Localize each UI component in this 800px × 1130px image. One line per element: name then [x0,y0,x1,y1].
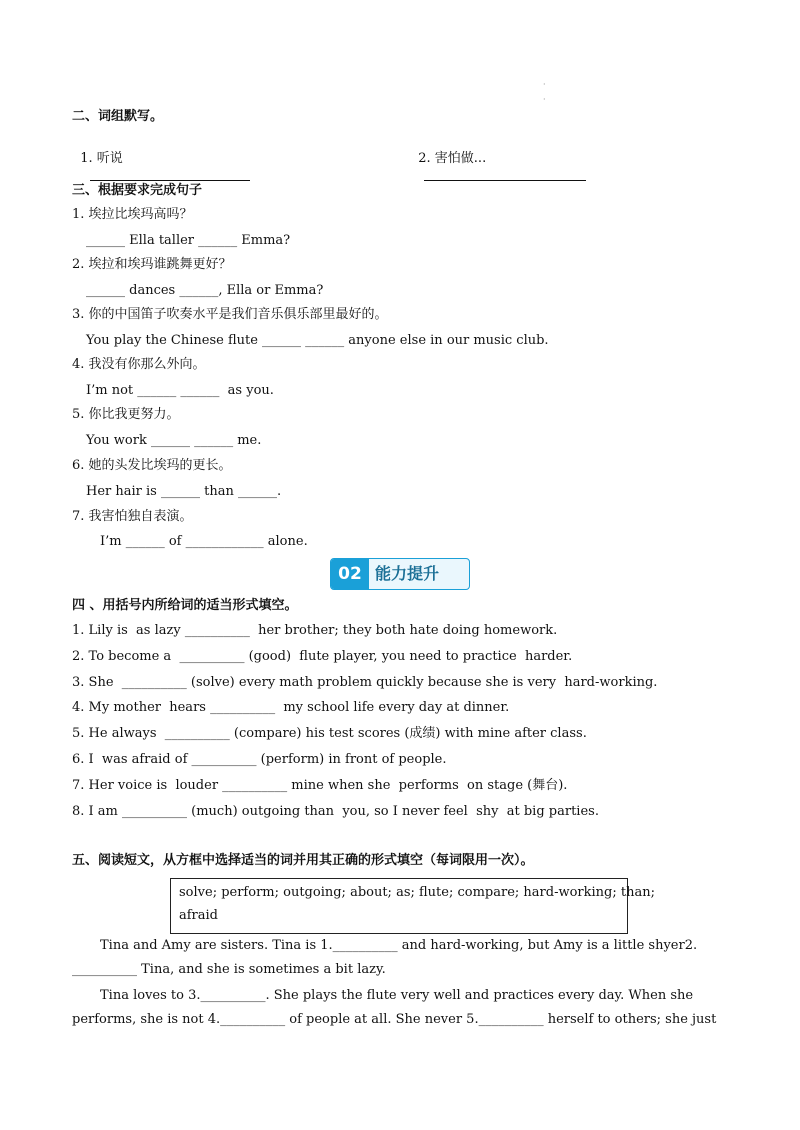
decorative-dot: · [543,80,546,89]
section-5-title: 五、阅读短文，从方框中选择适当的词并用其正确的形式填空（每词限用一次）。 [72,853,534,868]
passage-line-1: Tina and Amy are sisters. Tina is 1.__________ and hard-working, but Amy is a little shyer2. [100,938,698,953]
question-3-1-english: ______ Ella taller ______ Emma? [86,233,291,248]
question-3-6-chinese: 6. 她的头发比埃玛的更长。 [72,458,232,473]
question-3-7-english: I’m ______ of ____________ alone. [100,534,308,549]
passage-line-3: Tina loves to 3.__________. She plays the flute very well and practices every day. When she [100,988,694,1003]
question-3-4-chinese: 4. 我没有你那么外向。 [72,357,206,372]
question-4-4: 4. My mother hears __________ my school life every day at dinner. [72,700,510,715]
answer-blank[interactable] [90,168,250,181]
question-4-8: 8. I am __________ (much) outgoing than you, so I never feel shy at big parties. [72,804,599,819]
section-badge [330,558,470,590]
badge-number: 02 [331,559,369,589]
question-4-2: 2. To become a __________ (good) flute player, you need to practice harder. [72,649,573,664]
question-3-3-english: You play the Chinese flute ______ ______ anyone else in our music club. [86,333,549,348]
question-4-3: 3. She __________ (solve) every math problem quickly because she is very hard-working. [72,675,658,690]
question-2-1 [72,132,250,187]
word-box [170,878,655,934]
passage-line-2: __________ Tina, and she is sometimes a bit lazy. [72,962,386,977]
question-label: 2. 害怕做... [418,151,487,166]
question-3-2-chinese: 2. 埃拉和埃玛谁跳舞更好？ [72,257,232,272]
question-4-1: 1. Lily is as lazy __________ her brother; they both hate doing homework. [72,623,558,638]
badge-label: 能力提升 [375,564,440,583]
question-4-5: 5. He always __________ (compare) his test scores (成绩) with mine after class. [72,726,587,741]
question-3-4-english: I’m not ______ ______ as you. [86,383,274,398]
question-2-2 [410,132,586,187]
question-4-7: 7. Her voice is louder __________ mine when she performs on stage (舞台). [72,778,568,793]
word-box-line-1: solve; perform; outgoing; about; as; flute; compare; hard-working; than; [179,885,655,900]
question-3-3-chinese: 3. 你的中国笛子吹奏水平是我们音乐俱乐部里最好的。 [72,307,388,322]
question-3-7-chinese: 7. 我害怕独自表演。 [72,509,193,524]
question-3-2-english: ______ dances ______, Ella or Emma? [86,283,324,298]
question-3-5-english: You work ______ ______ me. [86,433,262,448]
question-3-1-chinese: 1. 埃拉比埃玛高吗？ [72,207,193,222]
decorative-dot: · [543,95,546,104]
word-box-line-2: afraid [179,908,219,923]
passage-line-4: performs, she is not 4.__________ of people at all. She never 5.__________ herself to others; she just [72,1012,717,1027]
section-4-title: 四 、用括号内所给词的适当形式填空。 [72,598,298,613]
question-label: 1. 听说 [80,151,123,166]
question-3-5-chinese: 5. 你比我更努力。 [72,407,180,422]
section-3-title: 三、根据要求完成句子 [72,183,203,198]
question-3-6-english: Her hair is ______ than ______. [86,484,282,499]
question-4-6: 6. I was afraid of __________ (perform) in front of people. [72,752,447,767]
answer-blank[interactable] [424,168,586,181]
section-2-title: 二、词组默写。 [72,109,164,124]
